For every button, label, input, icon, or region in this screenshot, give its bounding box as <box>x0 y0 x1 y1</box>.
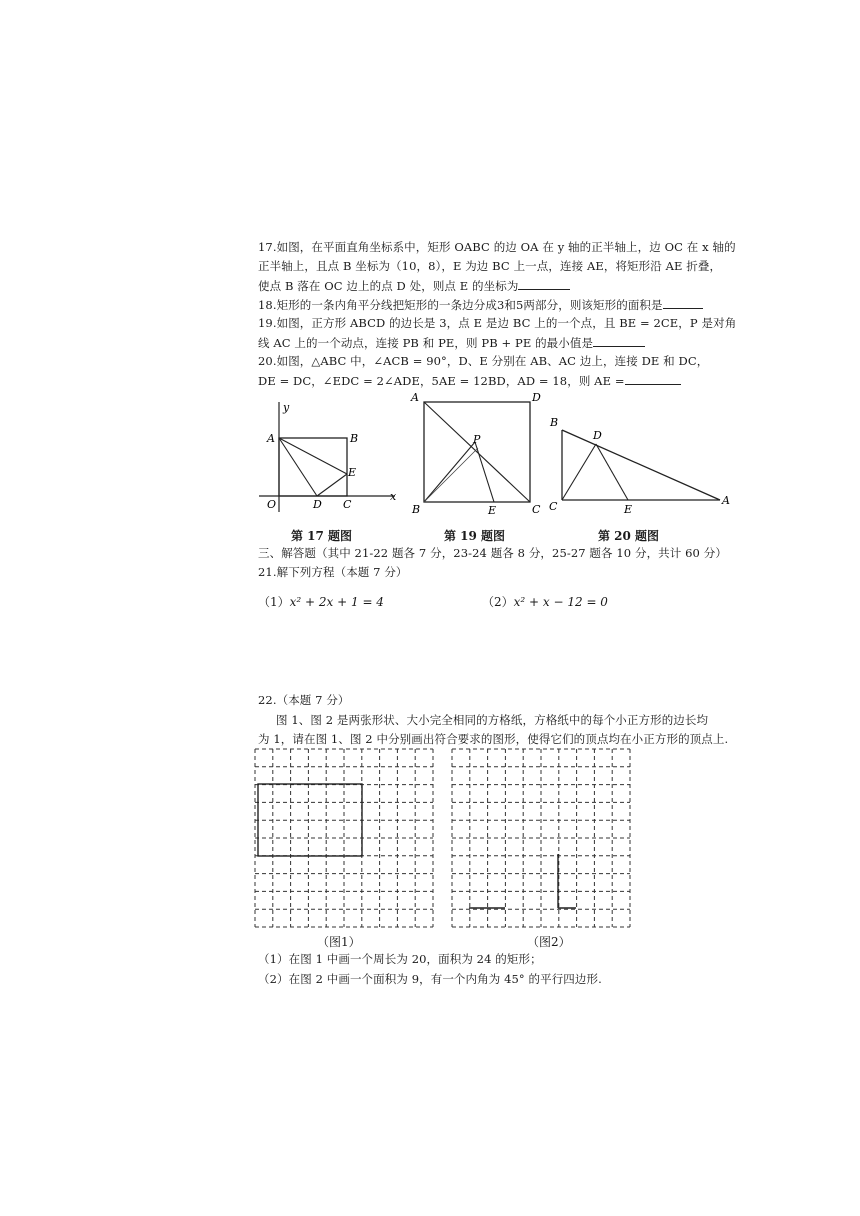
fig17-label-O: O <box>267 498 277 511</box>
fig19-label-C: C <box>532 503 541 516</box>
q22-req2: （2）在图 2 中画一个面积为 9，有一个内角为 45° 的平行四边形. <box>258 972 602 986</box>
fig17-label-C: C <box>343 498 352 511</box>
fig17-label-y: y <box>283 401 290 414</box>
q20-line2-text: DE = DC，∠EDC = 2∠ADE，5AE = 12BD，AD = 18，则 AE = <box>258 374 625 388</box>
q21-part1-equation: x² + 2x + 1 = 4 <box>289 595 384 609</box>
fig19-label-A: A <box>411 391 419 404</box>
q19-answer-blank <box>593 335 645 347</box>
fig20-side-AB <box>562 430 720 500</box>
fig20-label-E: E <box>624 503 633 516</box>
q19-line1: 19.如图，正方形 ABCD 的边长是 3，点 E 是边 BC 上的一个点，且 BE = 2CE，P 是对角 <box>258 316 737 330</box>
q21-part1 <box>258 593 384 610</box>
q18-line1 <box>258 297 703 312</box>
q17-line2: 正半轴上，且点 B 坐标为（10，8），E 为边 BC 上一点，连接 AE，将矩形沿 AE 折叠， <box>258 259 722 273</box>
grid-figure-1 <box>254 748 434 928</box>
grid2-dashed-lines <box>452 749 630 927</box>
q17-line3 <box>258 278 570 293</box>
q18-answer-blank <box>663 297 703 309</box>
q17-answer-blank <box>518 278 570 290</box>
fig20-line-DC <box>562 444 596 500</box>
q22-req1: （1）在图 1 中画一个周长为 20，面积为 24 的矩形； <box>258 952 542 966</box>
fig19-line-extra <box>424 448 478 502</box>
q21-title: 21.解下列方程（本题 7 分） <box>258 565 408 579</box>
q19-line2-text: 线 AC 上的一个动点，连接 PB 和 PE，则 PB + PE 的最小值是 <box>258 336 594 350</box>
q20-answer-blank <box>625 373 681 385</box>
fig19-line-PE <box>475 442 494 502</box>
fig17-label-A: A <box>267 432 275 445</box>
fig20-label-D: D <box>593 429 602 442</box>
fig20-label-C: C <box>549 500 558 513</box>
q22-line1: 图 1、图 2 是两张形状、大小完全相同的方格纸，方格纸中的每个小正方形的边长均 <box>276 713 709 727</box>
section3-title: 三、解答题（其中 21-22 题各 7 分，23-24 题各 8 分，25-27 题各 10 分，共计 60 分） <box>258 546 727 560</box>
figure-17 <box>255 396 405 521</box>
q22-line2: 为 1，请在图 1、图 2 中分别画出符合要求的图形，使得它们的顶点均在小正方形的顶点上. <box>258 732 729 746</box>
q18-text: 18.矩形的一条内角平分线把矩形的一条边分成3和5两部分，则该矩形的面积是 <box>258 298 663 312</box>
fig17-label-E: E <box>348 466 357 479</box>
grid-figure-2 <box>451 748 631 928</box>
fig17-label-D: D <box>313 498 322 511</box>
fig17-label-B: B <box>350 432 359 445</box>
fig17-line-AD <box>279 438 317 496</box>
fig20-caption: 第 20 题图 <box>598 529 660 543</box>
q21-part2 <box>482 593 608 610</box>
fig17-line-AE <box>279 438 347 474</box>
q20-line1: 20.如图，△ABC 中，∠ACB = 90°，D、E 分别在 AB、AC 边上，连接 DE 和 DC， <box>258 354 709 368</box>
q22-title: 22.（本题 7 分） <box>258 693 350 707</box>
fig17-line-DE <box>317 474 347 496</box>
q21-part2-label: （2） <box>482 595 514 609</box>
q19-line2 <box>258 335 645 350</box>
fig19-label-P: P <box>473 433 481 446</box>
q17-line3-text: 使点 B 落在 OC 边上的点 D 处，则点 E 的坐标为 <box>258 279 519 293</box>
fig17-label-x: x <box>390 490 397 503</box>
q21-part2-equation: x² + x − 12 = 0 <box>513 595 608 609</box>
fig19-line-PB <box>424 442 475 502</box>
fig20-label-A: A <box>722 494 730 507</box>
grid1-dashed-lines <box>255 749 433 927</box>
figure-20 <box>546 412 746 520</box>
grid1-caption: （图1） <box>317 935 361 949</box>
fig19-caption: 第 19 题图 <box>444 529 506 543</box>
fig17-caption: 第 17 题图 <box>291 529 353 543</box>
fig19-diagonal-AC <box>424 402 530 502</box>
q17-line1: 17.如图，在平面直角坐标系中，矩形 OABC 的边 OA 在 y 轴的正半轴上，边 OC 在 x 轴的 <box>258 240 736 254</box>
q21-part1-label: （1） <box>258 595 290 609</box>
fig19-label-E: E <box>488 504 497 517</box>
fig19-label-B: B <box>412 503 421 516</box>
grid2-caption: （图2） <box>527 935 571 949</box>
figure-19 <box>408 390 548 518</box>
q20-line2 <box>258 373 681 388</box>
fig17-rectangle <box>279 438 347 496</box>
fig20-label-B: B <box>550 416 559 429</box>
fig19-label-D: D <box>532 391 541 404</box>
